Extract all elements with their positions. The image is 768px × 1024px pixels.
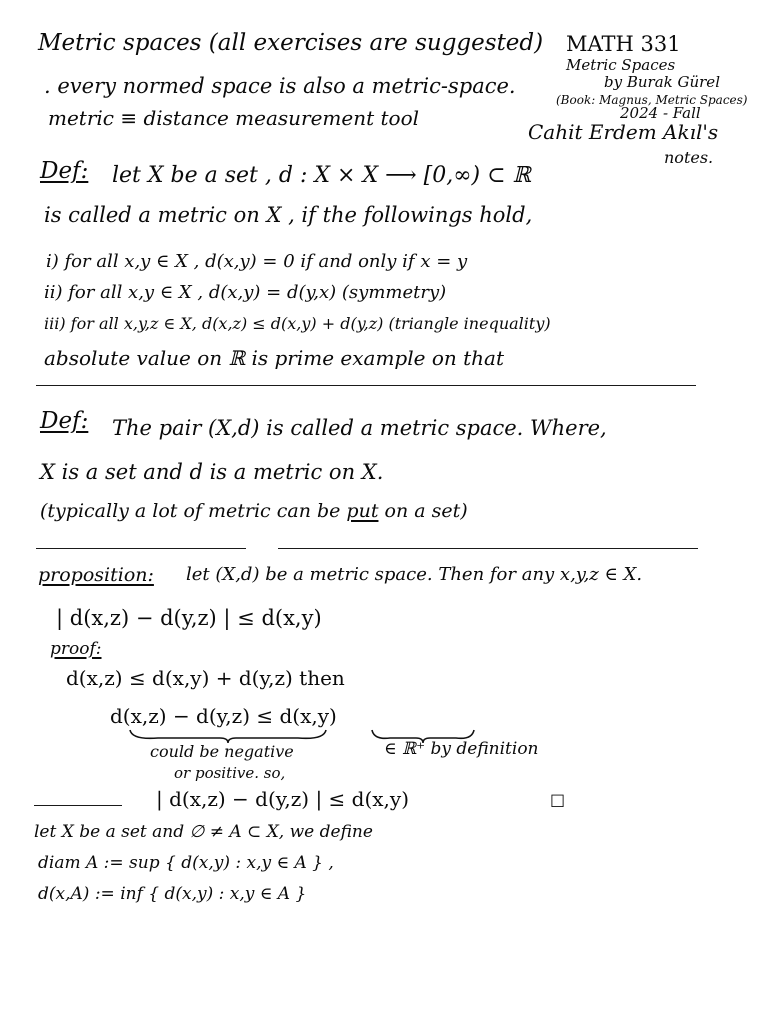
note-negative: could be negative bbox=[150, 742, 294, 761]
proof-conclusion: | d(x,z) − d(y,z) | ≤ d(x,y) bbox=[156, 787, 410, 811]
course-code: MATH 331 bbox=[566, 32, 681, 56]
course-term: 2024 - Fall bbox=[620, 104, 701, 122]
note-positive-reals: ∈ ℝ⁺ by definition bbox=[384, 739, 539, 759]
def1-item-ii: ii) for all x,y ∈ X , d(x,y) = d(y,x) (symmetry) bbox=[44, 282, 447, 303]
def2-line3-a: (typically a lot of metric can be bbox=[40, 500, 341, 522]
proposition-line1: let (X,d) be a metric space. Then for any x,y,z ∈ X. bbox=[186, 564, 643, 585]
divider-2b bbox=[278, 548, 698, 549]
proof-step1: d(x,z) ≤ d(x,y) + d(y,z) then bbox=[66, 666, 345, 690]
def1-item-i: i) for all x,y ∈ X , d(x,y) = 0 if and only if x = y bbox=[46, 251, 468, 272]
qed-symbol: □ bbox=[550, 790, 566, 809]
proposition-statement: | d(x,z) − d(y,z) | ≤ d(x,y) bbox=[56, 606, 322, 630]
course-instructor: by Burak Gürel bbox=[604, 73, 720, 91]
diam-line1: let X be a set and ∅ ≠ A ⊂ X, we define bbox=[34, 822, 373, 842]
proof-label: proof: bbox=[50, 639, 102, 659]
def2-line3-put: put bbox=[346, 500, 379, 522]
author-note: notes. bbox=[664, 148, 714, 167]
def2-line1: The pair (X,d) is called a metric space. Where, bbox=[112, 416, 607, 440]
course-topic: Metric Spaces bbox=[566, 56, 676, 74]
diam-line3: d(x,A) := inf { d(x,y) : x,y ∈ A } bbox=[38, 884, 307, 904]
def2-line3-c: on a set) bbox=[384, 500, 468, 522]
header-line-metric-def: metric ≡ distance measurement tool bbox=[48, 106, 420, 130]
def1-line2: is called a metric on X , if the followings hold, bbox=[44, 203, 533, 227]
def1-label: Def: bbox=[40, 158, 89, 184]
proposition-label: proposition: bbox=[38, 564, 154, 586]
divider-1 bbox=[36, 385, 696, 386]
def2-label: Def: bbox=[40, 408, 89, 434]
note-positive: or positive. so, bbox=[174, 764, 286, 782]
def1-line1: let X be a set , d : X × X ⟶ [0,∞) ⊂ ℝ bbox=[112, 163, 531, 188]
def1-example: absolute value on ℝ is prime example on that bbox=[44, 346, 504, 370]
header-title: Metric spaces (all exercises are suggested) bbox=[38, 30, 544, 56]
def2-line3 bbox=[40, 502, 468, 521]
course-book: (Book: Magnus, Metric Spaces) bbox=[556, 93, 748, 107]
divider-conclusion-left bbox=[34, 805, 122, 806]
def1-item-iii: iii) for all x,y,z ∈ X, d(x,z) ≤ d(x,y) + d(y,z) (triangle inequality) bbox=[44, 314, 551, 333]
proof-step2: d(x,z) − d(y,z) ≤ d(x,y) bbox=[110, 704, 337, 728]
diam-line2: diam A := sup { d(x,y) : x,y ∈ A } , bbox=[38, 853, 334, 873]
def2-line2: X is a set and d is a metric on X. bbox=[40, 460, 384, 484]
header-line-normed: . every normed space is also a metric-space. bbox=[44, 74, 516, 98]
author-name: Cahit Erdem Akıl's bbox=[528, 120, 719, 144]
divider-2a bbox=[36, 548, 246, 549]
